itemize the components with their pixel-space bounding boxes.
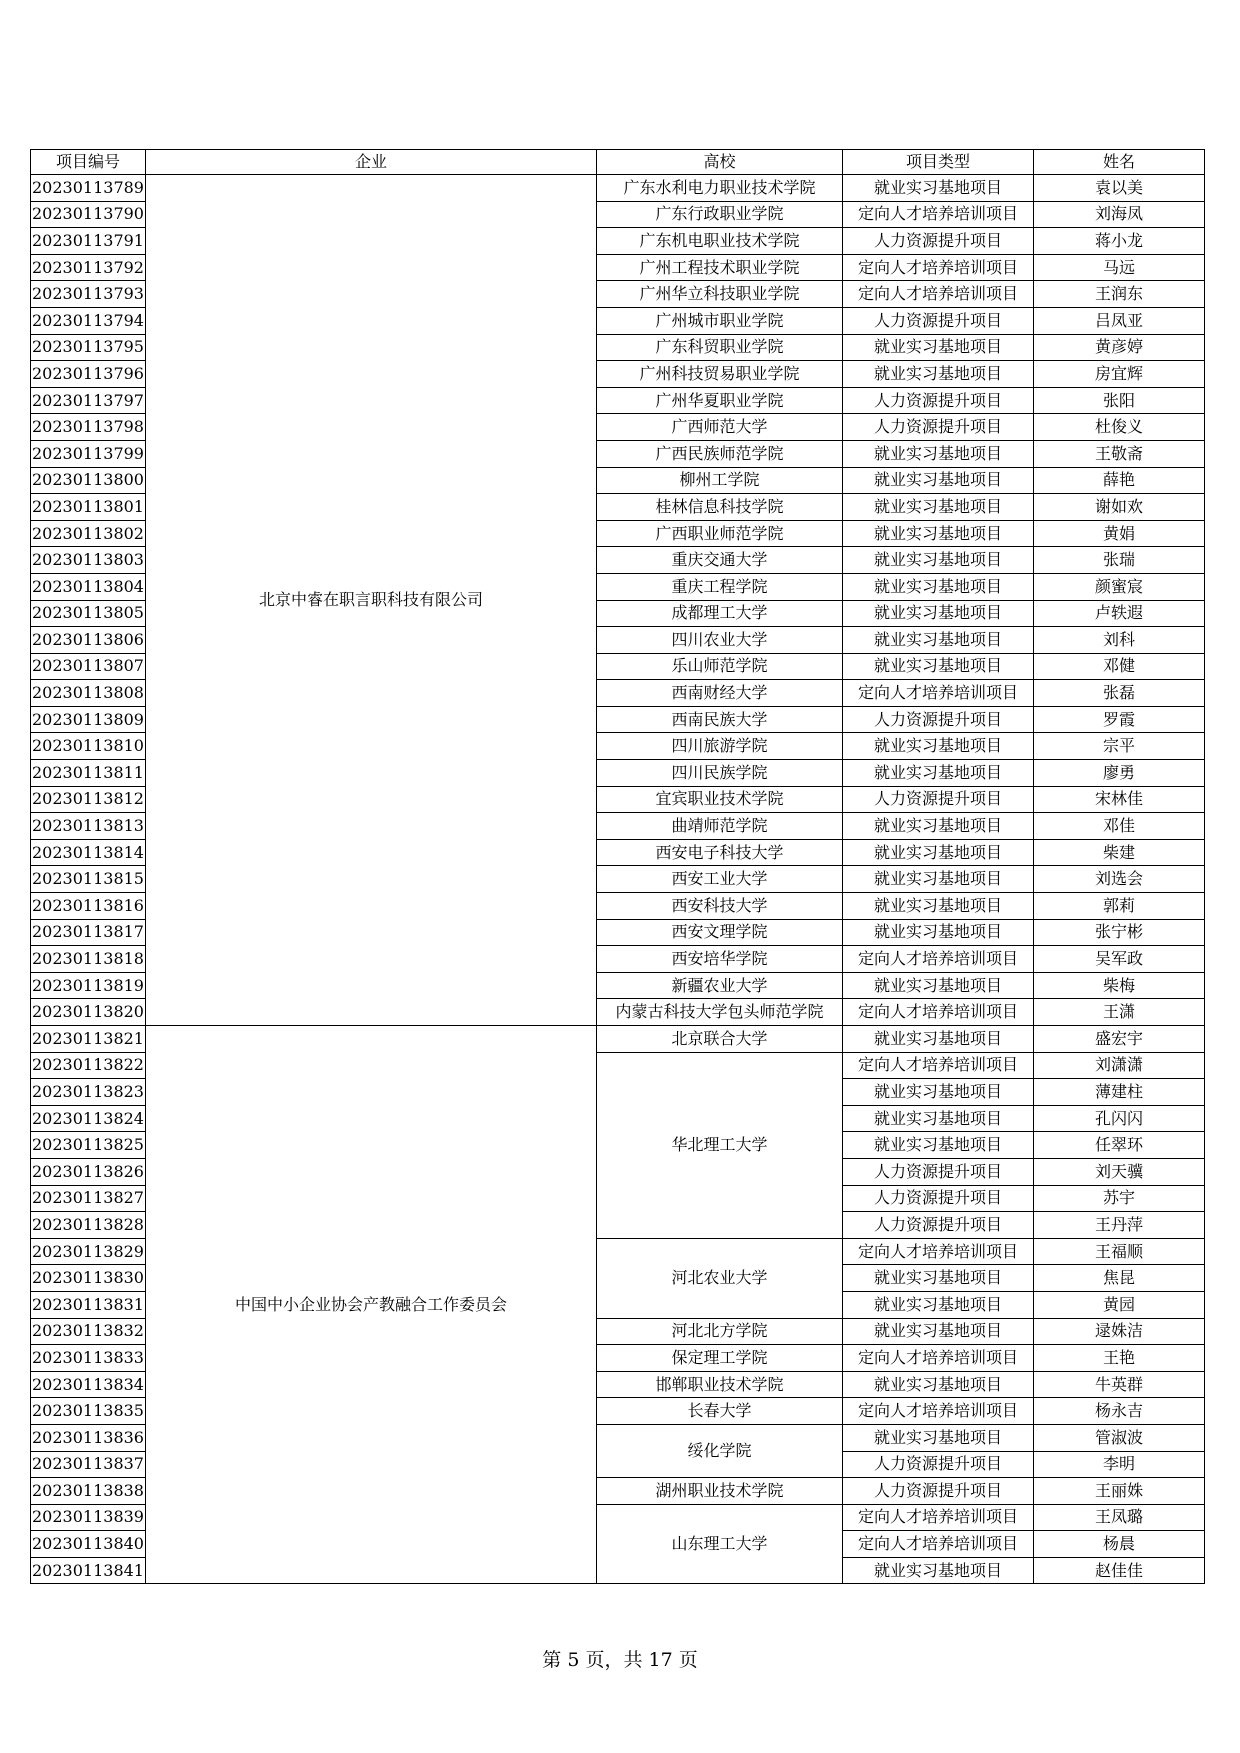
project-type-cell: 人力资源提升项目 (843, 414, 1034, 441)
project-id-cell: 20230113826 (31, 1158, 146, 1185)
school-cell: 广东机电职业技术学院 (597, 228, 843, 255)
person-name-cell: 卢轶遐 (1034, 600, 1205, 627)
project-type-cell: 定向人才培养培训项目 (843, 1398, 1034, 1425)
project-id-cell: 20230113813 (31, 813, 146, 840)
project-type-cell: 就业实习基地项目 (843, 600, 1034, 627)
project-id-cell: 20230113828 (31, 1212, 146, 1239)
project-type-cell: 定向人才培养培训项目 (843, 281, 1034, 308)
project-type-cell: 就业实习基地项目 (843, 547, 1034, 574)
project-type-cell: 定向人才培养培训项目 (843, 201, 1034, 228)
person-name-cell: 房宜辉 (1034, 361, 1205, 388)
project-id-cell: 20230113801 (31, 494, 146, 521)
person-name-cell: 黄娟 (1034, 520, 1205, 547)
person-name-cell: 刘科 (1034, 627, 1205, 654)
project-id-cell: 20230113841 (31, 1557, 146, 1584)
person-name-cell: 盛宏宇 (1034, 1026, 1205, 1053)
school-cell: 西南财经大学 (597, 680, 843, 707)
project-type-cell: 人力资源提升项目 (843, 387, 1034, 414)
school-cell: 西安培华学院 (597, 946, 843, 973)
project-id-cell: 20230113822 (31, 1052, 146, 1079)
person-name-cell: 孔闪闪 (1034, 1105, 1205, 1132)
project-type-cell: 人力资源提升项目 (843, 1185, 1034, 1212)
project-id-cell: 20230113802 (31, 520, 146, 547)
project-type-cell: 定向人才培养培训项目 (843, 680, 1034, 707)
person-name-cell: 柴梅 (1034, 972, 1205, 999)
person-name-cell: 郭莉 (1034, 893, 1205, 920)
header-school: 高校 (597, 150, 843, 175)
project-type-cell: 就业实习基地项目 (843, 1079, 1034, 1106)
project-type-cell: 定向人才培养培训项目 (843, 1345, 1034, 1372)
person-name-cell: 任翠环 (1034, 1132, 1205, 1159)
project-id-cell: 20230113791 (31, 228, 146, 255)
project-type-cell: 就业实习基地项目 (843, 1265, 1034, 1292)
school-cell: 广州工程技术职业学院 (597, 254, 843, 281)
project-type-cell: 人力资源提升项目 (843, 228, 1034, 255)
project-id-cell: 20230113817 (31, 919, 146, 946)
school-cell: 宜宾职业技术学院 (597, 786, 843, 813)
person-name-cell: 谢如欢 (1034, 494, 1205, 521)
person-name-cell: 黄彦婷 (1034, 334, 1205, 361)
project-type-cell: 就业实习基地项目 (843, 627, 1034, 654)
school-cell: 西安科技大学 (597, 893, 843, 920)
person-name-cell: 廖勇 (1034, 760, 1205, 787)
project-type-cell: 人力资源提升项目 (843, 1478, 1034, 1505)
project-id-cell: 20230113811 (31, 760, 146, 787)
header-enterprise: 企业 (146, 150, 597, 175)
project-id-cell: 20230113789 (31, 175, 146, 202)
project-type-cell: 定向人才培养培训项目 (843, 1238, 1034, 1265)
header-project-type: 项目类型 (843, 150, 1034, 175)
person-name-cell: 蒋小龙 (1034, 228, 1205, 255)
project-type-cell: 就业实习基地项目 (843, 361, 1034, 388)
project-id-cell: 20230113809 (31, 706, 146, 733)
school-cell: 邯郸职业技术学院 (597, 1371, 843, 1398)
project-type-cell: 就业实习基地项目 (843, 467, 1034, 494)
enterprise-cell: 北京中睿在职言职科技有限公司 (146, 175, 597, 1026)
school-cell: 绥化学院 (597, 1424, 843, 1477)
school-cell: 广东科贸职业学院 (597, 334, 843, 361)
project-type-cell: 就业实习基地项目 (843, 972, 1034, 999)
project-type-cell: 定向人才培养培训项目 (843, 254, 1034, 281)
project-type-cell: 人力资源提升项目 (843, 1158, 1034, 1185)
project-id-cell: 20230113838 (31, 1478, 146, 1505)
project-id-cell: 20230113836 (31, 1424, 146, 1451)
project-id-cell: 20230113792 (31, 254, 146, 281)
school-cell: 西安文理学院 (597, 919, 843, 946)
school-cell: 广州华夏职业学院 (597, 387, 843, 414)
person-name-cell: 宋林佳 (1034, 786, 1205, 813)
table-body (31, 175, 1205, 1584)
person-name-cell: 王敬斋 (1034, 440, 1205, 467)
project-id-cell: 20230113831 (31, 1291, 146, 1318)
project-id-cell: 20230113816 (31, 893, 146, 920)
school-cell: 广州华立科技职业学院 (597, 281, 843, 308)
school-cell: 西南民族大学 (597, 706, 843, 733)
project-type-cell: 就业实习基地项目 (843, 1105, 1034, 1132)
project-type-cell: 就业实习基地项目 (843, 893, 1034, 920)
school-cell: 华北理工大学 (597, 1052, 843, 1238)
project-table (30, 149, 1205, 1584)
project-type-cell: 人力资源提升项目 (843, 1451, 1034, 1478)
project-id-cell: 20230113797 (31, 387, 146, 414)
person-name-cell: 颜蜜宸 (1034, 573, 1205, 600)
person-name-cell: 张阳 (1034, 387, 1205, 414)
school-cell: 北京联合大学 (597, 1026, 843, 1053)
project-type-cell: 定向人才培养培训项目 (843, 946, 1034, 973)
person-name-cell: 邓佳 (1034, 813, 1205, 840)
project-type-cell: 就业实习基地项目 (843, 334, 1034, 361)
person-name-cell: 薛艳 (1034, 467, 1205, 494)
school-cell: 四川旅游学院 (597, 733, 843, 760)
person-name-cell: 刘选会 (1034, 866, 1205, 893)
project-type-cell: 就业实习基地项目 (843, 175, 1034, 202)
school-cell: 河北农业大学 (597, 1238, 843, 1318)
school-cell: 广西师范大学 (597, 414, 843, 441)
person-name-cell: 王凤璐 (1034, 1504, 1205, 1531)
project-id-cell: 20230113829 (31, 1238, 146, 1265)
project-id-cell: 20230113834 (31, 1371, 146, 1398)
project-id-cell: 20230113815 (31, 866, 146, 893)
header-project-id: 项目编号 (31, 150, 146, 175)
project-id-cell: 20230113808 (31, 680, 146, 707)
school-cell: 内蒙古科技大学包头师范学院 (597, 999, 843, 1026)
project-type-cell: 就业实习基地项目 (843, 813, 1034, 840)
project-id-cell: 20230113800 (31, 467, 146, 494)
project-id-cell: 20230113827 (31, 1185, 146, 1212)
person-name-cell: 王润东 (1034, 281, 1205, 308)
project-id-cell: 20230113823 (31, 1079, 146, 1106)
school-cell: 重庆工程学院 (597, 573, 843, 600)
project-type-cell: 就业实习基地项目 (843, 520, 1034, 547)
project-id-cell: 20230113814 (31, 839, 146, 866)
project-id-cell: 20230113821 (31, 1026, 146, 1053)
project-id-cell: 20230113796 (31, 361, 146, 388)
person-name-cell: 张瑞 (1034, 547, 1205, 574)
project-id-cell: 20230113840 (31, 1531, 146, 1558)
person-name-cell: 王丹萍 (1034, 1212, 1205, 1239)
project-type-cell: 就业实习基地项目 (843, 733, 1034, 760)
school-cell: 广州城市职业学院 (597, 307, 843, 334)
project-id-cell: 20230113833 (31, 1345, 146, 1372)
school-cell: 成都理工大学 (597, 600, 843, 627)
project-type-cell: 人力资源提升项目 (843, 1212, 1034, 1239)
school-cell: 山东理工大学 (597, 1504, 843, 1584)
school-cell: 广州科技贸易职业学院 (597, 361, 843, 388)
project-type-cell: 就业实习基地项目 (843, 653, 1034, 680)
school-cell: 四川农业大学 (597, 627, 843, 654)
project-type-cell: 就业实习基地项目 (843, 1318, 1034, 1345)
project-type-cell: 定向人才培养培训项目 (843, 1531, 1034, 1558)
person-name-cell: 黄园 (1034, 1291, 1205, 1318)
person-name-cell: 杨晨 (1034, 1531, 1205, 1558)
project-type-cell: 人力资源提升项目 (843, 786, 1034, 813)
project-id-cell: 20230113818 (31, 946, 146, 973)
project-type-cell: 定向人才培养培训项目 (843, 999, 1034, 1026)
person-name-cell: 杨永吉 (1034, 1398, 1205, 1425)
person-name-cell: 薄建柱 (1034, 1079, 1205, 1106)
person-name-cell: 吴军政 (1034, 946, 1205, 973)
person-name-cell: 李明 (1034, 1451, 1205, 1478)
person-name-cell: 管淑波 (1034, 1424, 1205, 1451)
person-name-cell: 张宁彬 (1034, 919, 1205, 946)
person-name-cell: 牛英群 (1034, 1371, 1205, 1398)
school-cell: 河北北方学院 (597, 1318, 843, 1345)
school-cell: 重庆交通大学 (597, 547, 843, 574)
project-type-cell: 就业实习基地项目 (843, 866, 1034, 893)
project-type-cell: 就业实习基地项目 (843, 1026, 1034, 1053)
project-type-cell: 就业实习基地项目 (843, 919, 1034, 946)
school-cell: 广西职业师范学院 (597, 520, 843, 547)
project-id-cell: 20230113806 (31, 627, 146, 654)
school-cell: 广西民族师范学院 (597, 440, 843, 467)
school-cell: 西安电子科技大学 (597, 839, 843, 866)
person-name-cell: 赵佳佳 (1034, 1557, 1205, 1584)
project-type-cell: 就业实习基地项目 (843, 573, 1034, 600)
person-name-cell: 张磊 (1034, 680, 1205, 707)
project-id-cell: 20230113837 (31, 1451, 146, 1478)
project-type-cell: 就业实习基地项目 (843, 839, 1034, 866)
person-name-cell: 杜俊义 (1034, 414, 1205, 441)
project-type-cell: 就业实习基地项目 (843, 1424, 1034, 1451)
school-cell: 长春大学 (597, 1398, 843, 1425)
person-name-cell: 王潇 (1034, 999, 1205, 1026)
person-name-cell: 柴建 (1034, 839, 1205, 866)
header-row (31, 150, 1205, 175)
school-cell: 广东行政职业学院 (597, 201, 843, 228)
project-type-cell: 定向人才培养培训项目 (843, 1052, 1034, 1079)
project-id-cell: 20230113820 (31, 999, 146, 1026)
project-id-cell: 20230113832 (31, 1318, 146, 1345)
table-row (31, 1026, 1205, 1053)
project-type-cell: 就业实习基地项目 (843, 1557, 1034, 1584)
person-name-cell: 焦昆 (1034, 1265, 1205, 1292)
project-type-cell: 就业实习基地项目 (843, 494, 1034, 521)
project-id-cell: 20230113825 (31, 1132, 146, 1159)
person-name-cell: 王福顺 (1034, 1238, 1205, 1265)
project-type-cell: 就业实习基地项目 (843, 760, 1034, 787)
project-id-cell: 20230113812 (31, 786, 146, 813)
project-type-cell: 就业实习基地项目 (843, 1291, 1034, 1318)
project-type-cell: 定向人才培养培训项目 (843, 1504, 1034, 1531)
project-id-cell: 20230113839 (31, 1504, 146, 1531)
school-cell: 保定理工学院 (597, 1345, 843, 1372)
project-id-cell: 20230113810 (31, 733, 146, 760)
school-cell: 四川民族学院 (597, 760, 843, 787)
person-name-cell: 苏宇 (1034, 1185, 1205, 1212)
person-name-cell: 王丽姝 (1034, 1478, 1205, 1505)
school-cell: 桂林信息科技学院 (597, 494, 843, 521)
project-id-cell: 20230113804 (31, 573, 146, 600)
person-name-cell: 罗霞 (1034, 706, 1205, 733)
person-name-cell: 马远 (1034, 254, 1205, 281)
project-id-cell: 20230113795 (31, 334, 146, 361)
header-name: 姓名 (1034, 150, 1205, 175)
project-id-cell: 20230113799 (31, 440, 146, 467)
person-name-cell: 吕凤亚 (1034, 307, 1205, 334)
school-cell: 曲靖师范学院 (597, 813, 843, 840)
project-id-cell: 20230113805 (31, 600, 146, 627)
project-id-cell: 20230113819 (31, 972, 146, 999)
project-type-cell: 就业实习基地项目 (843, 1371, 1034, 1398)
person-name-cell: 王艳 (1034, 1345, 1205, 1372)
enterprise-cell: 中国中小企业协会产教融合工作委员会 (146, 1026, 597, 1584)
person-name-cell: 邓健 (1034, 653, 1205, 680)
project-id-cell: 20230113807 (31, 653, 146, 680)
project-type-cell: 人力资源提升项目 (843, 706, 1034, 733)
project-id-cell: 20230113830 (31, 1265, 146, 1292)
person-name-cell: 逯姝洁 (1034, 1318, 1205, 1345)
table-row (31, 175, 1205, 202)
person-name-cell: 刘天骥 (1034, 1158, 1205, 1185)
project-id-cell: 20230113790 (31, 201, 146, 228)
project-id-cell: 20230113824 (31, 1105, 146, 1132)
project-type-cell: 人力资源提升项目 (843, 307, 1034, 334)
project-id-cell: 20230113798 (31, 414, 146, 441)
school-cell: 新疆农业大学 (597, 972, 843, 999)
project-id-cell: 20230113803 (31, 547, 146, 574)
person-name-cell: 宗平 (1034, 733, 1205, 760)
project-type-cell: 就业实习基地项目 (843, 1132, 1034, 1159)
project-id-cell: 20230113835 (31, 1398, 146, 1425)
school-cell: 广东水利电力职业技术学院 (597, 175, 843, 202)
school-cell: 柳州工学院 (597, 467, 843, 494)
page-number: 第 5 页，共 17 页 (542, 1649, 698, 1671)
school-cell: 湖州职业技术学院 (597, 1478, 843, 1505)
project-type-cell: 就业实习基地项目 (843, 440, 1034, 467)
school-cell: 乐山师范学院 (597, 653, 843, 680)
person-name-cell: 刘海凤 (1034, 201, 1205, 228)
project-id-cell: 20230113794 (31, 307, 146, 334)
school-cell: 西安工业大学 (597, 866, 843, 893)
project-id-cell: 20230113793 (31, 281, 146, 308)
person-name-cell: 袁以美 (1034, 175, 1205, 202)
person-name-cell: 刘潇潇 (1034, 1052, 1205, 1079)
